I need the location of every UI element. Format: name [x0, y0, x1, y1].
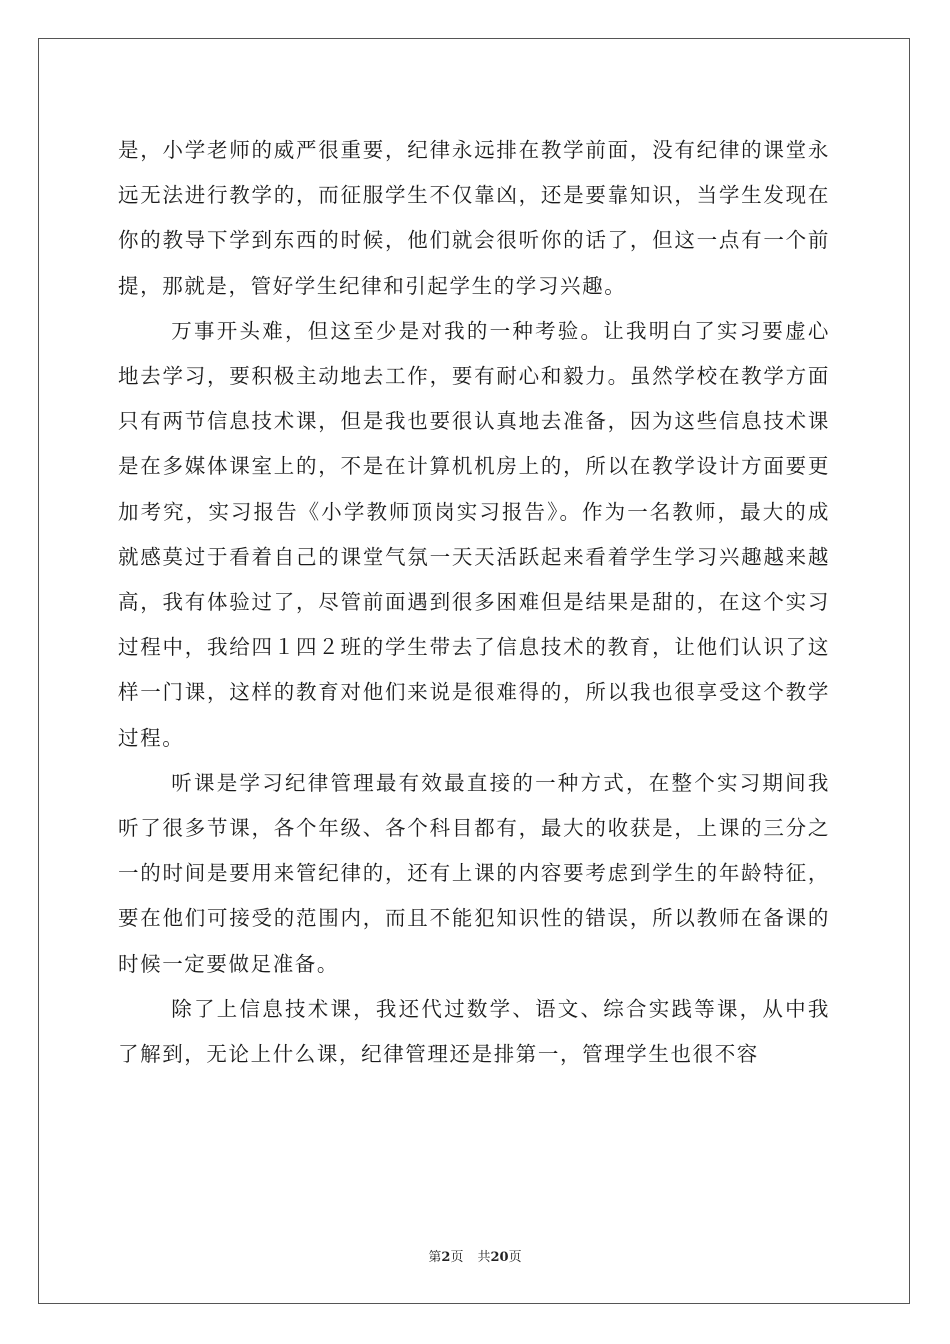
page-total-prefix: 共 [477, 1250, 491, 1265]
page-number-current: 2 [441, 1250, 451, 1265]
page-number-suffix: 页 [450, 1250, 464, 1265]
page-total-count: 20 [490, 1250, 509, 1265]
paragraph-3: 听课是学习纪律管理最有效最直接的一种方式，在整个实习期间我听了很多节课，各个年级、各个科目都有，最大的收获是，上课的三分之一的时间是要用来管纪律的，还有上课的内容要考虑到学生的年龄特征，要在他们可接受的范围内，而且不能犯知识性的错误，所以教师在备课的时候一定要做足准备。 [118, 770, 830, 976]
paragraph-1: 是，小学老师的威严很重要，纪律永远排在教学前面，没有纪律的课堂永远无法进行教学的，而征服学生不仅靠凶，还是要靠知识，当学生发现在你的教导下学到东西的时候，他们就会很听你的话了，但这一点有一个前提，那就是，管好学生纪律和引起学生的学习兴趣。 [118, 138, 830, 298]
page-footer [0, 1246, 950, 1265]
paragraph-2: 万事开头难，但这至少是对我的一种考验。让我明白了实习要虚心地去学习，要积极主动地去工作，要有耐心和毅力。虽然学校在教学方面只有两节信息技术课，但是我也要很认真地去准备，因为这些信息技术课是在多媒体课室上的，不是在计算机机房上的，所以在教学设计方面要更加考究，实习报告《小学教师顶岗实习报告》。作为一名教师，最大的成就感莫过于看着自己的课堂气氛一天天活跃起来看着学生学习兴趣越来越高，我有体验过了，尽管前面遇到很多困难但是结果是甜的，在这个实习过程中，我给四１四２班的学生带去了信息技术的教育，让他们认识了这样一门课，这样的教育对他们来说是很难得的，所以我也很享受这个教学过程。 [118, 318, 830, 750]
document-body [118, 128, 830, 1077]
page-total-suffix: 页 [508, 1250, 522, 1265]
paragraph-4: 除了上信息技术课，我还代过数学、语文、综合实践等课，从中我了解到，无论上什么课，纪律管理还是排第一，管理学生也很不容 [118, 996, 830, 1067]
page-number-prefix: 第 [428, 1250, 442, 1265]
